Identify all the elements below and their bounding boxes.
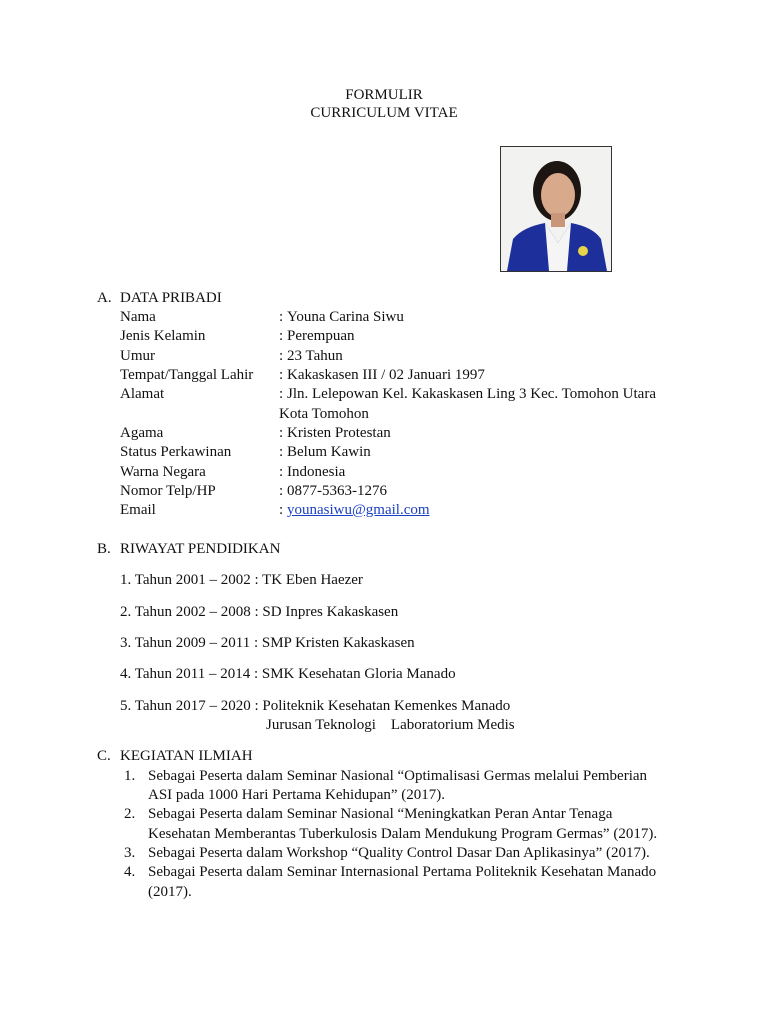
education-item: 3. Tahun 2009 – 2011 : SMP Kristen Kakaskasen	[120, 635, 415, 651]
section-a-letter: A.	[97, 290, 112, 306]
activity-number: 1.	[124, 768, 136, 784]
activity-text-line2: Kesehatan Memberantas Tuberkulosis Dalam Mendukung Program Germas” (2017).	[148, 826, 658, 842]
colon: :	[279, 348, 284, 364]
portrait-photo-icon	[501, 147, 611, 271]
activity-text: Sebagai Peserta dalam Workshop “Quality Control Dasar Dan Aplikasinya” (2017).	[148, 845, 650, 861]
label-status-perkawinan: Status Perkawinan	[120, 444, 232, 460]
activity-text-line2: ASI pada 1000 Hari Pertama Kehidupan” (2017).	[148, 787, 445, 803]
label-tempat-tanggal-lahir: Tempat/Tanggal Lahir	[120, 367, 254, 383]
label-email: Email	[120, 502, 156, 518]
value-tempat-tanggal-lahir: Kakaskasen III / 02 Januari 1997	[287, 367, 485, 383]
label-jenis-kelamin: Jenis Kelamin	[120, 328, 206, 344]
value-agama: Kristen Protestan	[287, 425, 391, 441]
label-warna-negara: Warna Negara	[120, 464, 206, 480]
section-a-title: DATA PRIBADI	[120, 290, 222, 306]
value-nomor-telp: 0877-5363-1276	[287, 483, 387, 499]
section-b-letter: B.	[97, 541, 111, 557]
colon: :	[279, 367, 284, 383]
email-link[interactable]: younasiwu@gmail.com	[287, 502, 430, 518]
activity-text-line2: (2017).	[148, 884, 192, 900]
value-umur: 23 Tahun	[287, 348, 343, 364]
section-b-title: RIWAYAT PENDIDIKAN	[120, 541, 281, 557]
value-nama: Youna Carina Siwu	[287, 309, 404, 325]
label-nomor-telp: Nomor Telp/HP	[120, 483, 216, 499]
section-c-title: KEGIATAN ILMIAH	[120, 748, 253, 764]
colon: :	[279, 444, 284, 460]
value-warna-negara: Indonesia	[287, 464, 346, 480]
document-title: FORMULIR	[345, 87, 423, 103]
colon: :	[279, 502, 284, 518]
education-item: 1. Tahun 2001 – 2002 : TK Eben Haezer	[120, 572, 363, 588]
section-c-letter: C.	[97, 748, 111, 764]
label-agama: Agama	[120, 425, 164, 441]
education-item: 4. Tahun 2011 – 2014 : SMK Kesehatan Gloria Manado	[120, 666, 456, 682]
education-item: 5. Tahun 2017 – 2020 : Politeknik Kesehatan Kemenkes Manado	[120, 698, 511, 714]
education-item: 2. Tahun 2002 – 2008 : SD Inpres Kakaskasen	[120, 604, 399, 620]
colon: :	[279, 464, 284, 480]
activity-text: Sebagai Peserta dalam Seminar Internasional Pertama Politeknik Kesehatan Manado	[148, 864, 657, 880]
activity-number: 4.	[124, 864, 136, 880]
portrait-photo	[500, 146, 612, 272]
value-status-perkawinan: Belum Kawin	[287, 444, 371, 460]
colon: :	[279, 425, 284, 441]
label-nama: Nama	[120, 309, 156, 325]
activity-text: Sebagai Peserta dalam Seminar Nasional “Optimalisasi Germas melalui Pemberian	[148, 768, 648, 784]
colon: :	[279, 386, 284, 402]
colon: :	[279, 483, 284, 499]
value-alamat-line2: Kota Tomohon	[279, 406, 369, 422]
document-subtitle: CURRICULUM VITAE	[310, 105, 458, 121]
label-alamat: Alamat	[120, 386, 165, 402]
activity-number: 2.	[124, 806, 136, 822]
colon: :	[279, 309, 284, 325]
education-item-line2: Jurusan Teknologi Laboratorium Medis	[266, 717, 515, 733]
activity-text: Sebagai Peserta dalam Seminar Nasional “Meningkatkan Peran Antar Tenaga	[148, 806, 613, 822]
colon: :	[279, 328, 284, 344]
activity-number: 3.	[124, 845, 136, 861]
label-umur: Umur	[120, 348, 155, 364]
value-jenis-kelamin: Perempuan	[287, 328, 355, 344]
value-alamat: Jln. Lelepowan Kel. Kakaskasen Ling 3 Kec. Tomohon Utara	[287, 386, 656, 402]
